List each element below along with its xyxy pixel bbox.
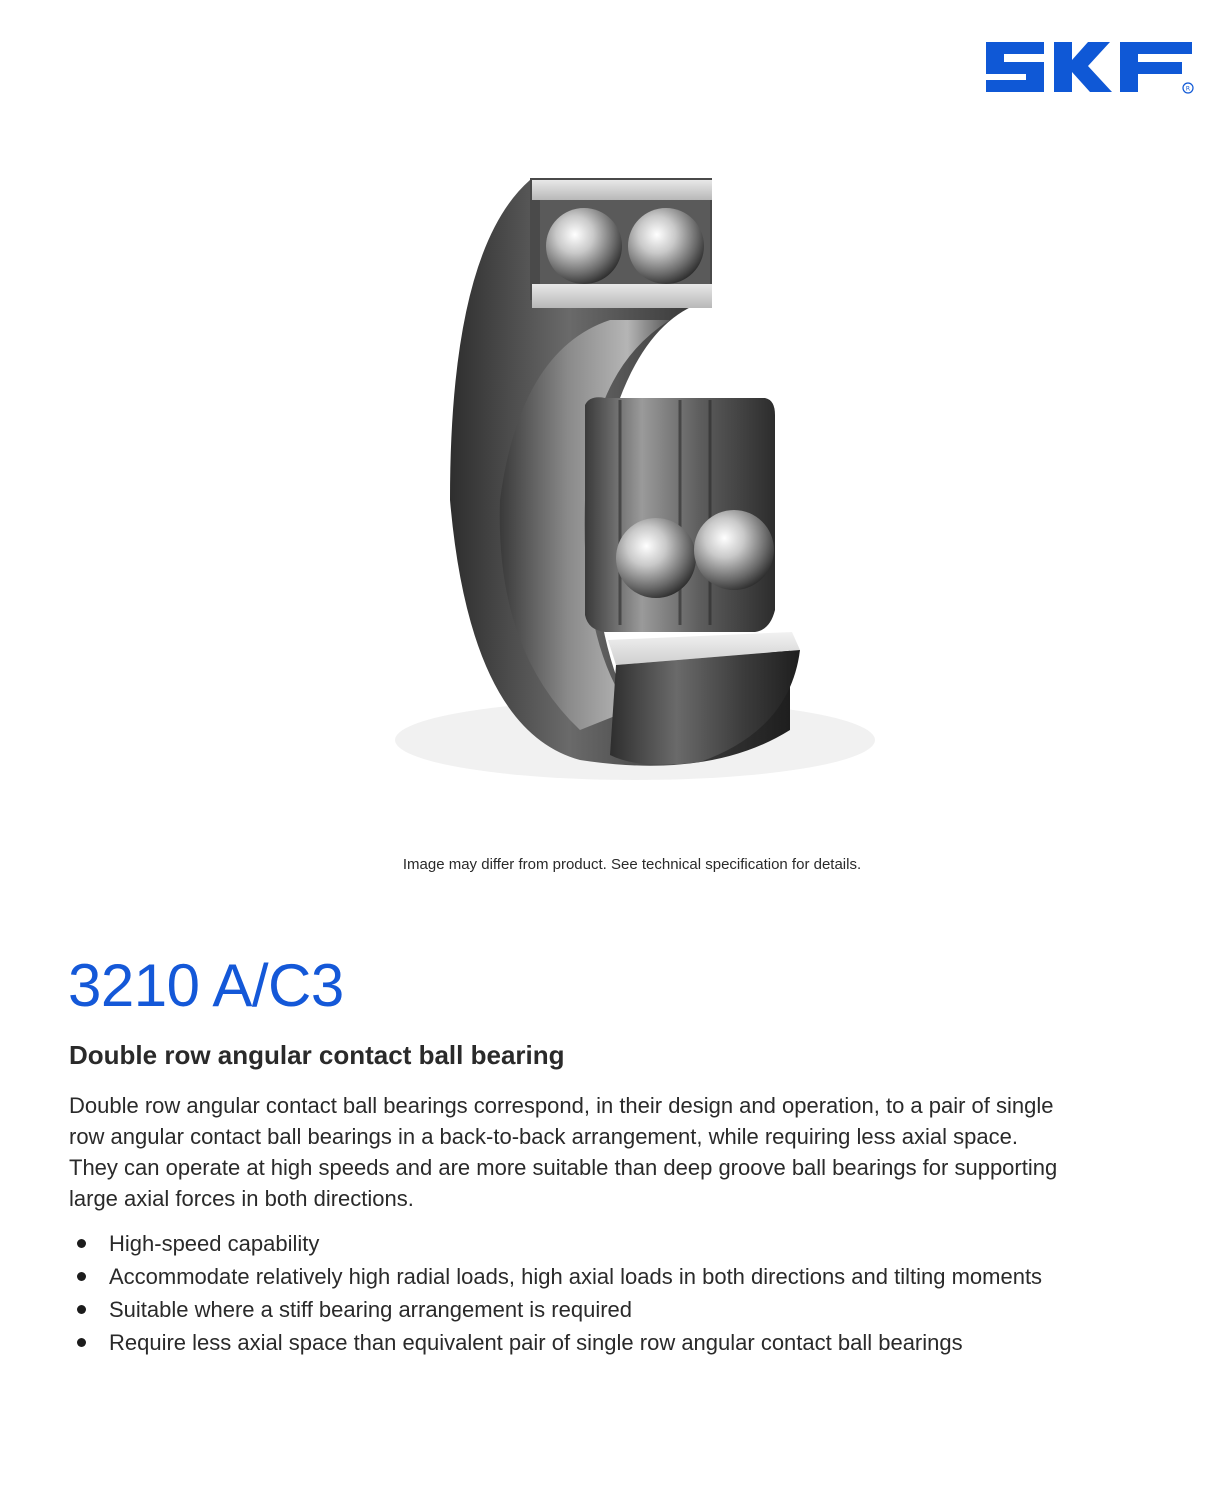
feature-text: High-speed capability xyxy=(109,1231,320,1256)
feature-item xyxy=(69,1294,1099,1325)
product-type: Double row angular contact ball bearing xyxy=(69,1040,565,1070)
skf-logo xyxy=(984,40,1196,96)
feature-list xyxy=(69,1228,1099,1360)
feature-item xyxy=(69,1261,1099,1292)
bullet-icon xyxy=(77,1239,86,1248)
bullet-icon xyxy=(77,1338,86,1347)
feature-item xyxy=(69,1327,1099,1358)
product-designation: 3210 A/C3 xyxy=(68,952,344,1019)
image-disclaimer: Image may differ from product. See technical specification for details. xyxy=(402,856,862,873)
feature-item xyxy=(69,1228,1099,1259)
feature-text: Suitable where a stiff bearing arrangement is required xyxy=(109,1297,633,1322)
feature-text: Require less axial space than equivalent pair of single row angular contact ball bearings xyxy=(109,1330,963,1355)
svg-text:R: R xyxy=(1185,85,1191,93)
bullet-icon xyxy=(77,1272,86,1281)
feature-text: Accommodate relatively high radial loads, high axial loads in both directions and tilting moments xyxy=(109,1264,1043,1289)
bullet-icon xyxy=(77,1305,86,1314)
bearing-image xyxy=(380,170,890,810)
product-description: Double row angular contact ball bearings correspond, in their design and operation, to a pair of single row angular contact ball bearings in a back-to-back arrangement, while requiring less axial space. They can operate at high speeds and are more suitable than deep groove ball bearings for supporting large axial forces in both directions. xyxy=(69,1093,1058,1211)
